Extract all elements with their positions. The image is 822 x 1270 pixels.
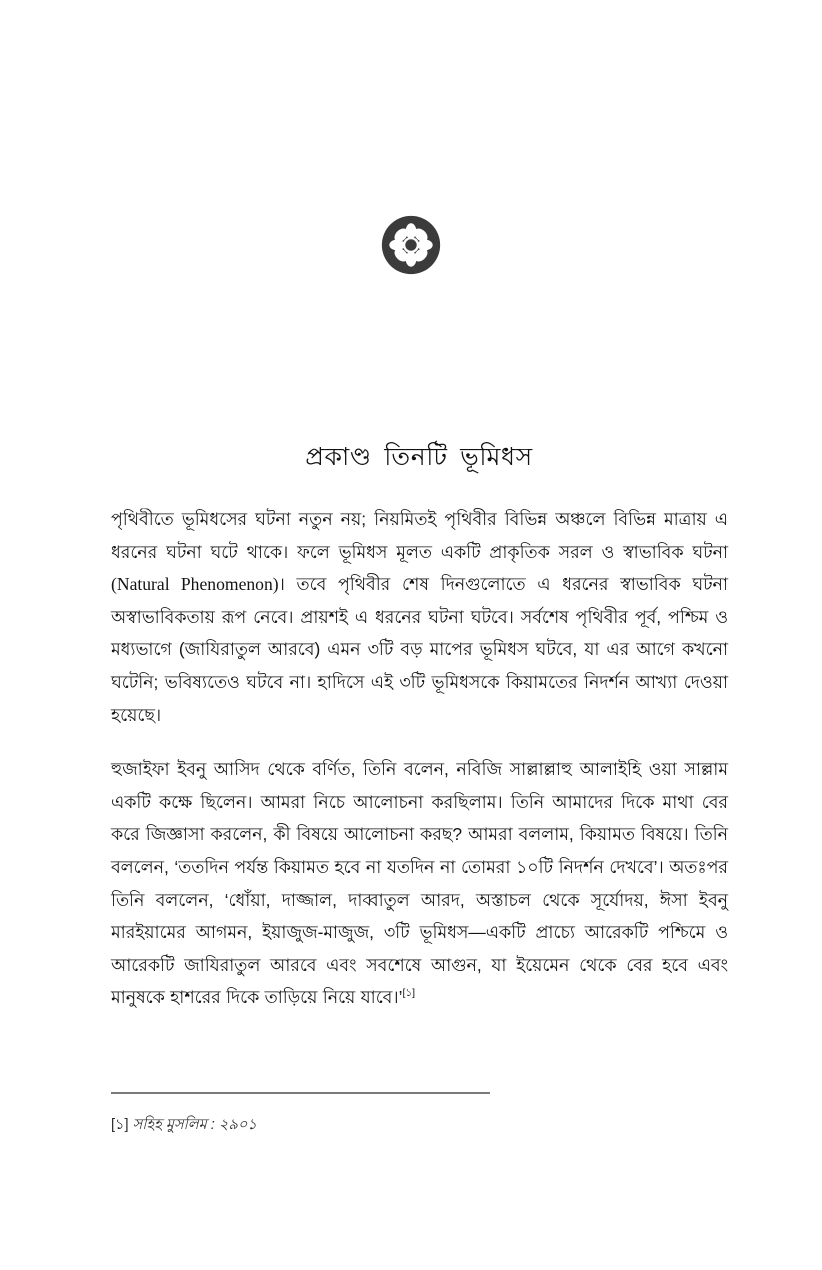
paragraph-1-segment-latin: (Natural Phenomenon): [111, 574, 279, 595]
body-text-column: [111, 503, 728, 1014]
flower-wheel-ornament-icon: [380, 214, 442, 276]
paragraph-1: [111, 503, 728, 731]
footnote-separator-rule: [111, 1092, 490, 1094]
paragraph-1-segment-bengali-a: পৃথিবীতে ভূমিধসের ঘটনা নতুন নয়; নিয়মিতই পৃথিবীর বিভিন্ন অঞ্চলে বিভিন্ন মাত্রায় এ ধরনের ঘটনা ঘটে থাকে। ফলে ভূমিধস মূলত একটি প্রাকৃতিক সরল ও স্বাভাবিক ঘটনা: [111, 509, 728, 562]
paragraph-2-segment-bengali: হুজাইফা ইবনু আসিদ থেকে বর্ণিত, তিনি বলেন, নবিজি সাল্লাল্লাহু আলাইহি ওয়া সাল্লাম একটি কক্ষে ছিলেন। আমরা নিচে আলোচনা করছিলাম। তিনি আমাদের দিকে মাথা বের করে জিজ্ঞাসা করলেন, কী বিষয়ে আলোচনা করছ? আমরা বললাম, কিয়ামত বিষয়ে। তিনি বললেন, ‘ততদিন পর্যন্ত কিয়ামত হবে না যতদিন না তোমরা ১০টি নিদর্শন দেখবে’। অতঃপর তিনি বললেন, ‘ধোঁয়া, দাজ্জাল, দাব্বাতুল আরদ, অস্তাচল থেকে সূর্যোদয়, ঈসা ইবনু মারইয়ামের আগমন, ইয়াজুজ-মাজুজ, ৩টি ভূমিধস—একটি প্রাচ্যে আরেকটি পশ্চিমে ও আরেকটি জাযিরাতুল আরবে এবং সবশেষে আগুন, যা ইয়েমেন থেকে বের হবে এবং মানুষকে হাশরের দিকে তাড়িয়ে নিয়ে যাবে।’: [111, 759, 728, 1008]
paragraph-1-segment-bengali-b: । তবে পৃথিবীর শেষ দিনগুলোতে এ ধরনের স্বাভাবিক ঘটনা অস্বাভাবিকতায় রূপ নেবে। প্রায়শই এ ধরনের ঘটনা ঘটবে। সর্বশেষ পৃথিবীর পূর্ব, পশ্চিম ও মধ্যভাগে (জাযিরাতুল আরবে) এমন ৩টি বড় মাপের ভূমিধস ঘটবে, যা এর আগে কখনো ঘটেনি; ভবিষ্যতেও ঘটবে না। হাদিসে এই ৩টি ভূমিধসকে কিয়ামতের নিদর্শন আখ্যা দেওয়া হয়েছে।: [111, 574, 728, 725]
chapter-title: প্রকাণ্ড তিনটি ভূমিধস: [305, 442, 533, 471]
footnote: [111, 1115, 728, 1137]
paragraph-2: [111, 753, 728, 1014]
chapter-ornament: [0, 214, 822, 276]
footnote-text: সহিহ মুসলিম : ২৯০১: [132, 1117, 257, 1133]
footnote-reference-marker[interactable]: [১]: [402, 987, 416, 1000]
footnote-number: [১]: [111, 1117, 129, 1133]
